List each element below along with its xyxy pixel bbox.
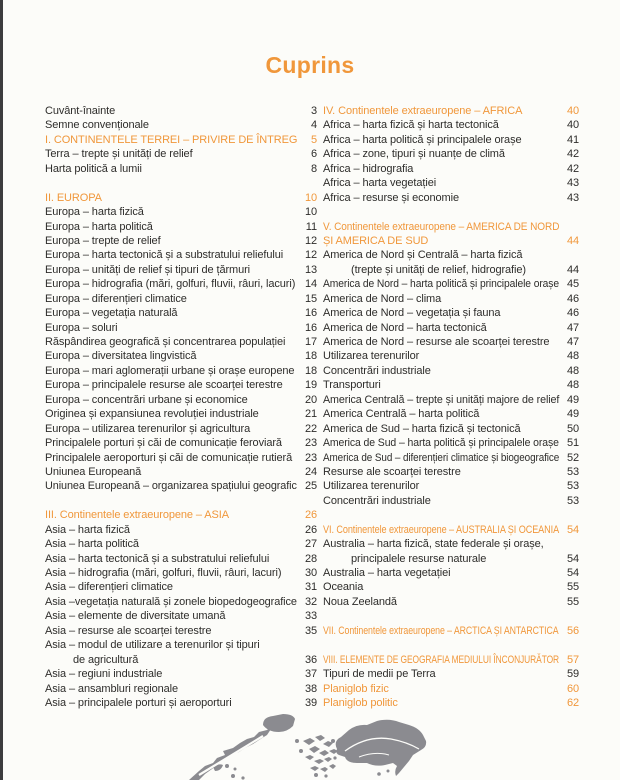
entry-title: Asia – harta fizică <box>45 523 130 536</box>
entry-title: principalele resurse naturale <box>351 552 487 565</box>
entry-page-number: 50 <box>566 422 579 435</box>
entry-title: I. CONTINENTELE TERREI – PRIVIRE DE ÎNTREG <box>45 133 298 146</box>
entry-page-number: 12 <box>304 249 317 262</box>
entry-title: Asia – resurse ale scoarței terestre <box>45 624 212 637</box>
entry-title: America de Sud – harta politică și principalele orașe <box>323 437 559 450</box>
entry-title: Europa – soluri <box>45 321 118 334</box>
entry-title: Semne convenționale <box>45 119 149 132</box>
toc-entry <box>323 263 579 277</box>
toc-heading <box>45 191 317 205</box>
toc-entry <box>45 407 317 421</box>
entry-title: Europa – diferențieri climatice <box>45 292 187 305</box>
toc-columns <box>45 104 579 710</box>
entry-page-number: 10 <box>304 206 317 219</box>
entry-page-number: 16 <box>304 307 317 320</box>
entry-page-number: 13 <box>304 263 317 276</box>
toc-heading <box>323 682 579 696</box>
book-spine-edge <box>0 0 3 780</box>
entry-title: Transporturi <box>323 379 381 392</box>
toc-entry <box>45 220 317 234</box>
entry-title: IV. Continentele extraeuropene – AFRICA <box>323 105 523 117</box>
toc-heading <box>323 234 579 248</box>
toc-entry <box>45 306 317 320</box>
entry-page-number: 36 <box>304 653 317 666</box>
entry-page-number: 23 <box>304 437 317 450</box>
entry-title: Europa – concentrări urbane și economice <box>45 393 248 406</box>
entry-title: Originea și expansiunea revoluției industriale <box>45 408 259 421</box>
entry-page-number: 62 <box>566 696 579 709</box>
toc-entry <box>45 436 317 450</box>
entry-page-number: 30 <box>304 567 317 579</box>
entry-page-number: 32 <box>304 595 317 608</box>
entry-page-number: 60 <box>566 682 579 695</box>
toc-entry <box>45 205 317 219</box>
entry-page-number: 18 <box>304 350 317 363</box>
entry-page-number: 40 <box>566 119 579 132</box>
entry-page-number: 55 <box>566 581 579 594</box>
entry-title: Uniunea Europeană <box>45 465 142 478</box>
toc-entry <box>323 176 579 190</box>
entry-page-number: 26 <box>304 523 317 536</box>
entry-page-number: 24 <box>304 465 317 478</box>
entry-title: Africa – hidrografia <box>323 162 414 175</box>
entry-title: (trepte și unități de relief, hidrografie) <box>351 263 526 276</box>
entry-title: Asia – harta politică <box>45 538 139 551</box>
entry-page-number: 25 <box>304 480 317 493</box>
entry-title: Europa – mari aglomerații urbane și orașe europene <box>45 364 295 377</box>
toc-entry <box>323 162 579 176</box>
toc-entry <box>45 118 317 132</box>
entry-page-number: 42 <box>566 162 579 175</box>
toc-entry <box>323 191 579 205</box>
entry-page-number: 54 <box>566 567 579 579</box>
toc-entry <box>45 479 317 493</box>
toc-heading <box>323 220 579 234</box>
entry-page-number: 8 <box>310 162 317 175</box>
entry-page-number: 19 <box>304 379 317 392</box>
entry-page-number: 18 <box>304 364 317 377</box>
toc-entry <box>323 566 579 580</box>
toc-entry <box>45 552 317 566</box>
entry-title: Planiglob politic <box>323 696 398 709</box>
toc-entry <box>45 609 317 623</box>
entry-title: ȘI AMERICA DE SUD <box>323 234 429 247</box>
toc-entry <box>323 537 579 551</box>
toc-entry <box>323 436 579 450</box>
entry-title: Europa – hidrografia (mări, golfuri, fluvii, râuri, lacuri) <box>45 278 296 291</box>
entry-title: VIII. ELEMENTE DE GEOGRAFIA MEDIULUI ÎNCONJURĂTOR <box>323 653 560 666</box>
toc-heading <box>45 508 317 522</box>
entry-title: Europa – harta fizică <box>45 206 144 219</box>
entry-title: America de Nord – harta tectonică <box>323 321 487 334</box>
entry-page-number: 3 <box>310 105 317 117</box>
entry-title: Cuvânt-înainte <box>45 105 116 117</box>
toc-entry <box>323 393 579 407</box>
entry-page-number: 6 <box>310 148 317 161</box>
toc-spacer <box>323 638 579 652</box>
entry-page-number: 48 <box>566 364 579 377</box>
entry-title: Resurse ale scoarței terestre <box>323 465 461 478</box>
entry-page-number: 31 <box>304 581 317 594</box>
toc-entry <box>45 104 317 118</box>
entry-page-number: 28 <box>304 552 317 565</box>
toc-entry <box>323 451 579 465</box>
page-title: Cuprins <box>265 52 355 78</box>
toc-entry <box>323 335 579 349</box>
entry-page-number: 44 <box>566 234 579 247</box>
entry-page-number <box>559 537 579 551</box>
entry-title: Asia – principalele porturi și aeroporturi <box>45 696 232 709</box>
entry-title: Răspândirea geografică și concentrarea populației <box>45 336 286 348</box>
entry-title: Europa – utilizarea terenurilor și agricultura <box>45 422 251 435</box>
entry-page-number: 14 <box>304 278 317 291</box>
toc-entry <box>45 595 317 609</box>
toc-entry <box>323 321 579 335</box>
entry-title: Europa – harta politică <box>45 220 153 233</box>
toc-entry <box>45 566 317 580</box>
entry-page-number: 10 <box>304 191 317 204</box>
entry-title: Oceania <box>323 581 364 594</box>
toc-entry <box>45 537 317 551</box>
toc-heading <box>323 523 579 537</box>
toc-entry <box>45 653 317 667</box>
toc-entry <box>323 277 579 291</box>
entry-page-number: 57 <box>566 653 579 666</box>
entry-title: Utilizarea terenurilor <box>323 480 420 493</box>
entry-page-number: 49 <box>566 393 579 406</box>
entry-page-number: 39 <box>304 696 317 709</box>
entry-title: Australia – harta fizică, state federale și orașe, <box>323 538 544 551</box>
toc-entry <box>323 494 579 508</box>
toc-entry <box>45 638 317 652</box>
toc-heading <box>323 104 579 118</box>
toc-entry <box>45 248 317 262</box>
entry-title: Asia – modul de utilizare a terenurilor și tipuri <box>45 639 260 652</box>
toc-entry <box>323 133 579 147</box>
toc-entry <box>45 349 317 363</box>
entry-title: VII. Continentele extraeuropene – ARCTICA ȘI ANTARCTICA <box>323 624 559 637</box>
entry-title: V. Continentele extraeuropene – AMERICA DE NORD <box>323 220 560 233</box>
entry-page-number: 46 <box>566 292 579 305</box>
entry-title: Asia – ansambluri regionale <box>45 682 179 695</box>
toc-entry <box>45 321 317 335</box>
entry-page-number: 52 <box>566 451 579 464</box>
toc-entry <box>323 147 579 161</box>
toc-entry <box>45 696 317 710</box>
entry-page-number: 26 <box>304 509 317 522</box>
entry-page-number: 12 <box>304 234 317 247</box>
entry-page-number: 37 <box>304 668 317 681</box>
toc-entry <box>45 364 317 378</box>
entry-page-number: 53 <box>566 494 579 507</box>
entry-page-number: 33 <box>304 610 317 623</box>
entry-title: Africa – harta vegetației <box>323 177 437 190</box>
toc-heading <box>323 624 579 638</box>
entry-page-number: 49 <box>566 408 579 421</box>
entry-page-number: 56 <box>566 624 579 637</box>
toc-entry <box>45 277 317 291</box>
toc-entry <box>45 378 317 392</box>
entry-page-number: 41 <box>566 133 579 146</box>
toc-entry <box>323 580 579 594</box>
toc-spacer <box>323 205 579 219</box>
entry-title: Europa – diversitatea lingvistică <box>45 350 197 363</box>
entry-page-number: 23 <box>304 451 317 464</box>
entry-page-number: 35 <box>304 624 317 637</box>
globe-northern-landmasses <box>189 714 426 780</box>
entry-page-number: 59 <box>566 668 579 681</box>
toc-entry <box>323 407 579 421</box>
toc-entry <box>323 364 579 378</box>
toc-entry <box>323 422 579 436</box>
toc-entry <box>323 465 579 479</box>
entry-page-number: 54 <box>566 552 579 565</box>
entry-page-number <box>297 638 317 652</box>
toc-entry <box>323 378 579 392</box>
toc-entry <box>45 523 317 537</box>
entry-page-number: 54 <box>566 523 579 536</box>
entry-title: Asia –vegetația naturală și zonele biopedogeografice <box>45 595 297 608</box>
entry-title: Africa – zone, tipuri și nuanțe de climă <box>323 148 505 161</box>
entry-page-number: 17 <box>304 336 317 348</box>
entry-title: America de Sud – diferențieri climatice și biogeografice <box>323 451 560 464</box>
entry-title: Concentrări industriale <box>323 494 431 507</box>
entry-page-number: 40 <box>566 105 579 117</box>
toc-spacer <box>45 494 317 508</box>
entry-page-number: 5 <box>310 133 317 146</box>
entry-title: Concentrări industriale <box>323 364 431 377</box>
entry-title: Principalele aeroporturi și căi de comunicație rutieră <box>45 451 293 464</box>
entry-page-number: 11 <box>305 220 317 233</box>
entry-title: Europa – vegetația naturală <box>45 307 178 320</box>
entry-title: Africa – resurse și economie <box>323 191 459 204</box>
entry-title: VI. Continentele extraeuropene – AUSTRALIA ȘI OCEANIA <box>323 523 560 536</box>
toc-entry <box>45 292 317 306</box>
toc-entry <box>45 234 317 248</box>
entry-title: Harta politică a lumii <box>45 162 142 175</box>
toc-entry <box>45 465 317 479</box>
entry-title: Africa – harta fizică și harta tectonică <box>323 119 499 132</box>
entry-title: Africa – harta politică și principalele orașe <box>323 133 522 146</box>
entry-title: America de Nord și Centrală – harta fizică <box>323 249 523 262</box>
entry-page-number: 22 <box>304 422 317 435</box>
entry-page-number: 16 <box>304 321 317 334</box>
toc-entry <box>45 451 317 465</box>
toc-column-right <box>323 104 579 710</box>
entry-page-number: 44 <box>566 263 579 276</box>
entry-title: America de Nord – harta politică și principalele orașe <box>323 278 560 291</box>
toc-entry <box>45 393 317 407</box>
entry-title: Asia – regiuni industriale <box>45 668 163 681</box>
toc-entry <box>45 263 317 277</box>
entry-title: Uniunea Europeană – organizarea spațiului geografic <box>45 480 297 493</box>
toc-entry <box>323 248 579 262</box>
entry-page-number: 21 <box>304 408 317 421</box>
entry-title: Principalele porturi și căi de comunicație feroviară <box>45 437 282 450</box>
toc-entry <box>45 667 317 681</box>
entry-title: Europa – harta tectonică și a substratului reliefului <box>45 249 284 262</box>
toc-spacer <box>45 176 317 190</box>
entry-title: Asia – diferențieri climatice <box>45 581 173 594</box>
toc-entry <box>45 147 317 161</box>
toc-spacer <box>323 508 579 522</box>
toc-entry <box>45 624 317 638</box>
toc-entry <box>323 292 579 306</box>
entry-title: Noua Zeelandă <box>323 595 397 608</box>
entry-page-number <box>559 220 579 234</box>
entry-title: America de Nord – vegetația și fauna <box>323 307 501 320</box>
entry-title: Australia – harta vegetației <box>323 567 451 579</box>
entry-page-number <box>559 248 579 262</box>
entry-page-number: 27 <box>304 538 317 551</box>
entry-title: Asia – elemente de diversitate umană <box>45 610 226 623</box>
toc-entry <box>323 552 579 566</box>
entry-title: America Centrală – harta politică <box>323 408 480 421</box>
toc-heading <box>323 653 579 667</box>
entry-title: Europa – principalele resurse ale scoarței terestre <box>45 379 283 392</box>
entry-title: Asia – harta tectonică și a substratului reliefului <box>45 552 270 565</box>
toc-heading <box>323 696 579 710</box>
entry-page-number: 4 <box>310 119 317 132</box>
entry-title: de agricultură <box>73 653 139 666</box>
entry-title: Europa – unități de relief și tipuri de țărmuri <box>45 263 251 276</box>
entry-page-number: 38 <box>304 682 317 695</box>
toc-entry <box>323 595 579 609</box>
entry-page-number: 43 <box>566 177 579 190</box>
toc-entry <box>45 335 317 349</box>
entry-page-number: 47 <box>566 321 579 334</box>
toc-entry <box>323 118 579 132</box>
entry-title: America de Sud – harta fizică și tectonică <box>323 422 521 435</box>
entry-page-number: 51 <box>566 437 579 450</box>
entry-page-number: 43 <box>566 191 579 204</box>
entry-title: America de Nord – clima <box>323 292 442 305</box>
entry-page-number: 48 <box>566 379 579 392</box>
entry-page-number: 47 <box>566 336 579 348</box>
toc-spacer <box>323 609 579 623</box>
toc-entry <box>45 580 317 594</box>
toc-entry <box>323 349 579 363</box>
entry-title: Terra – trepte și unități de relief <box>45 148 193 161</box>
world-map-graphic <box>183 711 437 780</box>
entry-page-number: 53 <box>566 480 579 493</box>
toc-entry <box>323 479 579 493</box>
entry-page-number: 45 <box>566 278 579 291</box>
entry-title: Tipuri de medii pe Terra <box>323 668 436 681</box>
entry-title: Planiglob fizic <box>323 682 389 695</box>
entry-title: America de Nord – resurse ale scoarței terestre <box>323 336 550 348</box>
toc-heading <box>45 133 317 147</box>
entry-page-number: 55 <box>566 595 579 608</box>
toc-entry <box>45 422 317 436</box>
toc-entry <box>45 682 317 696</box>
entry-title: Asia – hidrografia (mări, golfuri, fluvii, râuri, lacuri) <box>45 567 282 579</box>
entry-page-number: 42 <box>566 148 579 161</box>
toc-column-left <box>45 104 317 710</box>
entry-page-number: 46 <box>566 307 579 320</box>
toc-entry <box>323 306 579 320</box>
entry-title: Europa – trepte de relief <box>45 234 161 247</box>
toc-entry <box>45 162 317 176</box>
entry-title: II. EUROPA <box>45 191 102 204</box>
entry-title: III. Continentele extraeuropene – ASIA <box>45 509 229 522</box>
entry-title: America Centrală – trepte și unități majore de relief <box>323 393 560 406</box>
entry-page-number: 15 <box>304 292 317 305</box>
entry-title: Utilizarea terenurilor <box>323 350 420 363</box>
entry-page-number: 48 <box>566 350 579 363</box>
toc-entry <box>323 667 579 681</box>
entry-page-number: 20 <box>304 393 317 406</box>
entry-page-number: 53 <box>566 465 579 478</box>
